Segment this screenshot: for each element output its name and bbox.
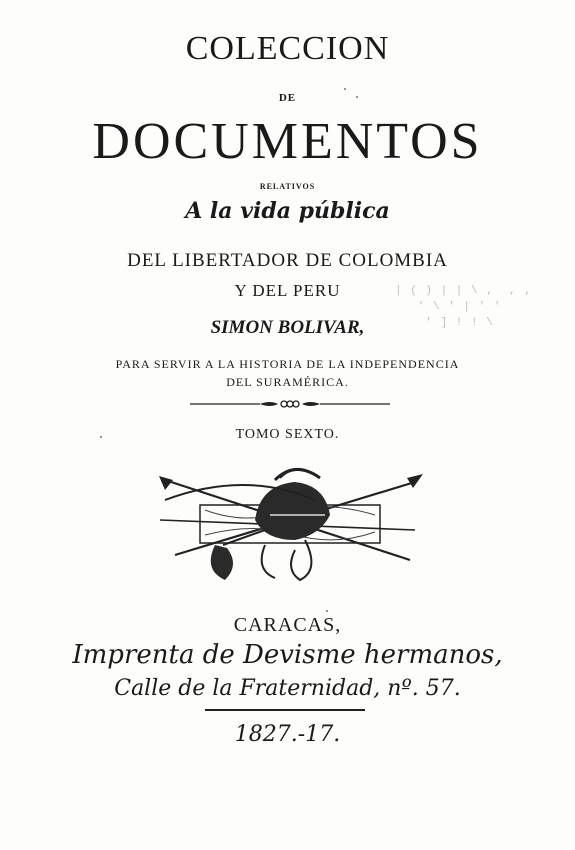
- bleed-through-stamp: | ( ) | | \ , , , ' \ ' | ' ' ' ] ! ! \: [395, 285, 532, 329]
- imprint-year: 1827.-17.: [234, 722, 341, 747]
- paper-speck: [344, 88, 346, 90]
- title-documentos: DOCUMENTOS: [92, 113, 483, 170]
- subject-name: SIMON BOLIVAR,: [210, 317, 365, 338]
- purpose-line-1: PARA SERVIR A LA HISTORIA DE LA INDEPENDENCIA: [115, 357, 460, 371]
- paper-speck: [100, 436, 102, 438]
- subtitle-peru: Y DEL PERU: [234, 281, 341, 300]
- title-de: DE: [278, 92, 297, 104]
- paper-speck: [356, 96, 358, 98]
- imprint-city: CARACAS,: [233, 614, 342, 636]
- imprint-printer: Imprenta de Devisme hermanos,: [72, 640, 503, 670]
- subtitle-vida-publica: A la vida pública: [185, 198, 390, 224]
- trophy-vignette: [145, 460, 430, 590]
- volume-label: TOMO SEXTO.: [235, 427, 340, 442]
- rule-ornament: [190, 397, 390, 411]
- subtitle-libertador: DEL LIBERTADOR DE COLOMBIA: [127, 250, 448, 271]
- title-coleccion: COLECCION: [185, 30, 390, 67]
- purpose-line-2: DEL SURAMÉRICA.: [226, 375, 349, 389]
- bottom-rule: [205, 709, 365, 711]
- imprint-address: Calle de la Fraternidad, nº. 57.: [114, 676, 461, 701]
- subtitle-relativos: RELATIVOS: [259, 182, 316, 191]
- paper-speck: [326, 610, 328, 612]
